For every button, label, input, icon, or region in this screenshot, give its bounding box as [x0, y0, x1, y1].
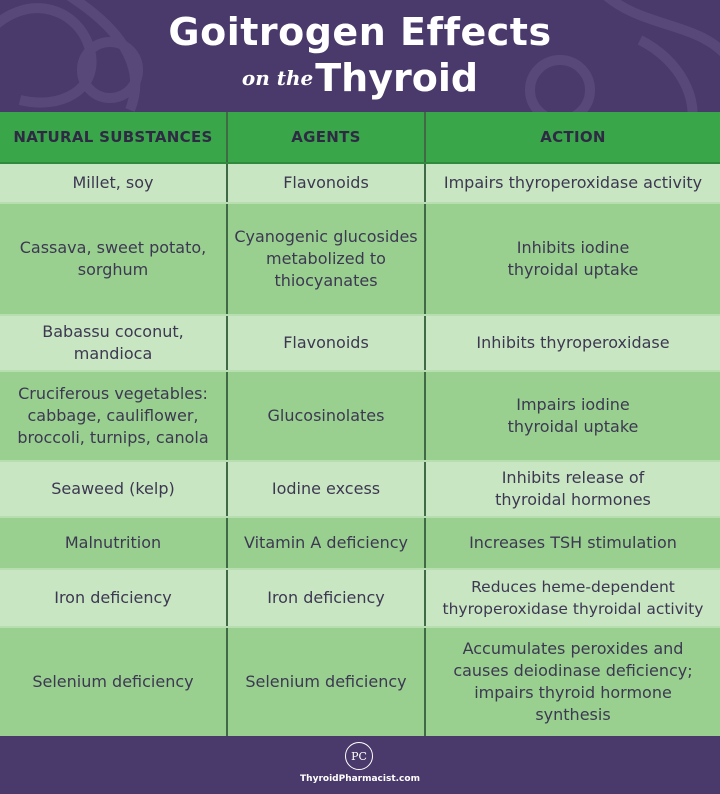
column-header-substances: NATURAL SUBSTANCES — [13, 128, 213, 146]
brand-logo-icon — [345, 742, 373, 770]
action-cell: Impairs iodine thyroidal uptake — [507, 395, 639, 436]
action-cell: Impairs thyroperoxidase activity — [443, 173, 703, 192]
agent-cell: Cyanogenic glucosides metabolized to thiocyanates — [226, 204, 426, 314]
agent-cell: Flavonoids — [226, 316, 426, 370]
substance-cell: Iron deficiency — [54, 588, 172, 607]
agent-cell: Iron deficiency — [226, 570, 426, 626]
substance-cell: Millet, soy — [72, 173, 154, 192]
agent-cell: Selenium deficiency — [226, 628, 426, 736]
action-cell: Increases TSH stimulation — [469, 533, 677, 552]
action-cell: Accumulates peroxides and causes deiodinase deficiency; impairs thyroid hormone synthesis — [453, 639, 693, 724]
table-row — [0, 204, 720, 316]
subtitle-word: Thyroid — [315, 56, 479, 100]
table-row — [0, 372, 720, 462]
substance-cell: Babassu coconut, mandioca — [42, 322, 184, 363]
logo-monogram: PC — [351, 749, 367, 763]
title-banner — [0, 0, 720, 112]
substance-cell: Malnutrition — [64, 533, 162, 552]
subtitle-connector: on the — [241, 66, 314, 90]
goitrogen-table — [0, 112, 720, 736]
action-cell: Inhibits iodine thyroidal uptake — [507, 238, 639, 279]
table-row — [0, 570, 720, 628]
substance-cell: Cassava, sweet potato, sorghum — [19, 238, 207, 279]
page-title: Goitrogen Effects — [168, 10, 552, 54]
substance-cell: Seaweed (kelp) — [51, 479, 175, 498]
substance-cell: Cruciferous vegetables: cabbage, cauliflower, broccoli, turnips, canola — [17, 384, 209, 447]
agent-cell: Flavonoids — [226, 164, 426, 202]
column-header-agents: AGENTS — [226, 112, 426, 162]
agent-cell: Vitamin A deficiency — [226, 518, 426, 568]
table-row — [0, 628, 720, 736]
table-header-row — [0, 112, 720, 164]
substance-cell: Selenium deficiency — [32, 672, 194, 691]
action-cell: Inhibits thyroperoxidase — [476, 333, 670, 352]
agent-cell: Iodine excess — [226, 462, 426, 516]
table-row — [0, 164, 720, 204]
page-subtitle — [0, 56, 720, 100]
column-header-action: ACTION — [540, 128, 606, 146]
table-row — [0, 316, 720, 372]
action-cell: Inhibits release of thyroidal hormones — [495, 468, 651, 509]
table-row — [0, 462, 720, 518]
agent-cell: Glucosinolates — [226, 372, 426, 460]
action-cell: Reduces heme-dependent thyroperoxidase thyroidal activity — [442, 578, 704, 618]
site-url: ThyroidPharmacist.com — [300, 774, 420, 784]
footer — [0, 738, 720, 794]
table-row — [0, 518, 720, 570]
